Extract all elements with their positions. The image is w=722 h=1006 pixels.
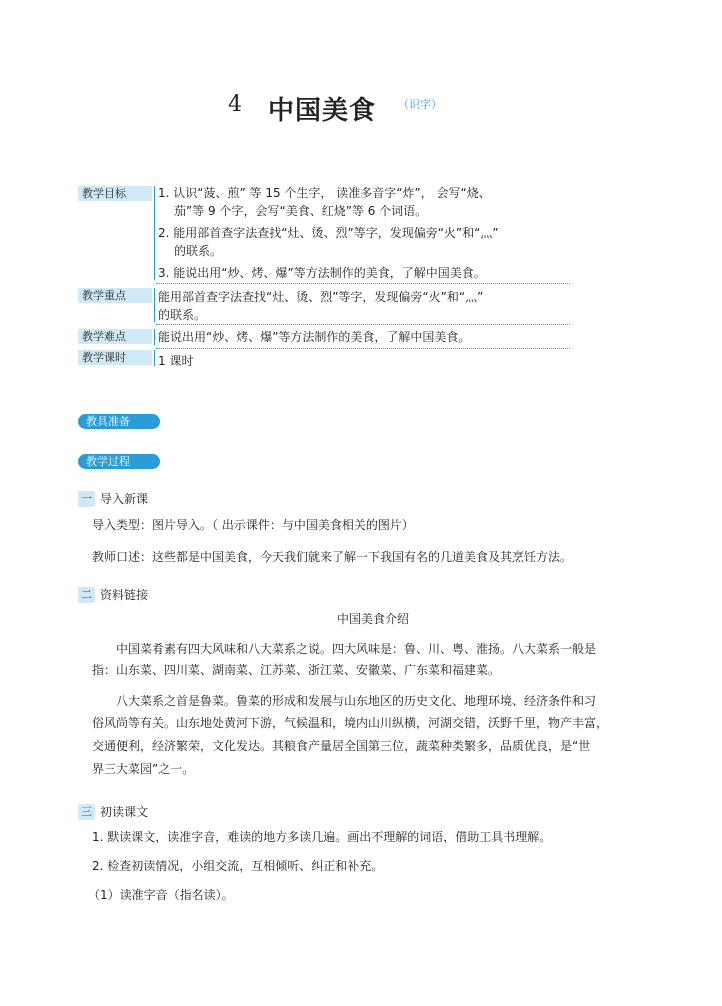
- hours-text: 1 课时: [158, 354, 194, 368]
- section-3-badge: 三: [78, 804, 95, 820]
- lesson-number: 4: [228, 92, 242, 117]
- key-label: 教学重点: [78, 288, 152, 303]
- section-2-p2-line-3: 交通便利，经济繁荣，文化发达。其粮食产量居全国第三位，蔬菜种类繁多，品质优良，是“世: [92, 739, 591, 753]
- section-1-badge: 一: [78, 491, 95, 507]
- section-1-line-1: 导入类型：图片导入。（ 出示课件：与中国美食相关的图片）: [92, 518, 414, 532]
- process-pill: 教学过程: [78, 454, 160, 469]
- difficulty-label: 教学难点: [78, 329, 152, 344]
- goals-label: 教学目标: [78, 186, 152, 201]
- page-title: 中国美食: [268, 96, 377, 126]
- section-2-heading: 中国美食介绍: [337, 612, 410, 626]
- section-3-item-2: 2. 检查初读情况，小组交流，互相倾听、纠正和补充。: [92, 859, 384, 873]
- prep-pill: 教具准备: [78, 414, 160, 429]
- key-line-1: 能用部首查字法查找“灶、烫、烈”等字，发现偏旁“火”和“灬”: [158, 290, 484, 304]
- section-2-p1-line-1: 中国菜肴素有四大风味和八大菜系之说。四大风味是：鲁、川、粤、淮扬。八大菜系一般是: [116, 642, 597, 656]
- section-3-title: 初读课文: [100, 805, 149, 819]
- section-1-title: 导入新课: [100, 492, 149, 506]
- section-2-title: 资料链接: [100, 588, 149, 602]
- section-2-p1-line-2: 指：山东菜、四川菜、湖南菜、江苏菜、浙江菜、安徽菜、广东菜和福建菜。: [92, 663, 501, 677]
- difficulty-text: 能说出用“炒、烤、爆”等方法制作的美食，了解中国美食。: [158, 330, 471, 344]
- section-3-item-3: （1）读准字音（指名读）。: [88, 888, 234, 902]
- key-line-2: 的联系。: [158, 308, 207, 322]
- goal-1-line-2: 茄”等 9 个字，会写“美食、红烧”等 6 个词语。: [174, 204, 428, 218]
- hours-label: 教学课时: [78, 350, 152, 365]
- title-tag: （识字）: [398, 98, 442, 111]
- goal-2-line-2: 的联系。: [174, 244, 223, 258]
- goal-2-line-1: 2. 能用部首查字法查找“灶、烫、烈”等字，发现偏旁“火”和“灬”: [158, 226, 499, 240]
- goal-3: 3. 能说出用“炒、烤、爆”等方法制作的美食，了解中国美食。: [158, 266, 486, 280]
- section-2-p2-line-1: 八大菜系之首是鲁菜。鲁菜的形成和发展与山东地区的历史文化、地理环境、经济条件和习: [116, 694, 597, 708]
- section-2-p2-line-2: 俗风尚等有关。山东地处黄河下游，气候温和，境内山川纵横，河湖交错，沃野千里，物产丰富，: [92, 716, 609, 730]
- goal-1-line-1: 1. 认识“菠、煎” 等 15 个生字， 读准多音字“炸”， 会写“烧、: [158, 186, 491, 200]
- section-2-badge: 二: [78, 587, 95, 603]
- section-2-p2-line-4: 界三大菜园”之一。: [92, 762, 195, 776]
- section-3-item-1: 1. 默读课文，读准字音，难读的地方多读几遍。画出不理解的词语，借助工具书理解。: [92, 830, 552, 844]
- section-1-line-2: 教师口述：这些都是中国美食，今天我们就来了解一下我国有名的几道美食及其烹饪方法。: [92, 550, 573, 564]
